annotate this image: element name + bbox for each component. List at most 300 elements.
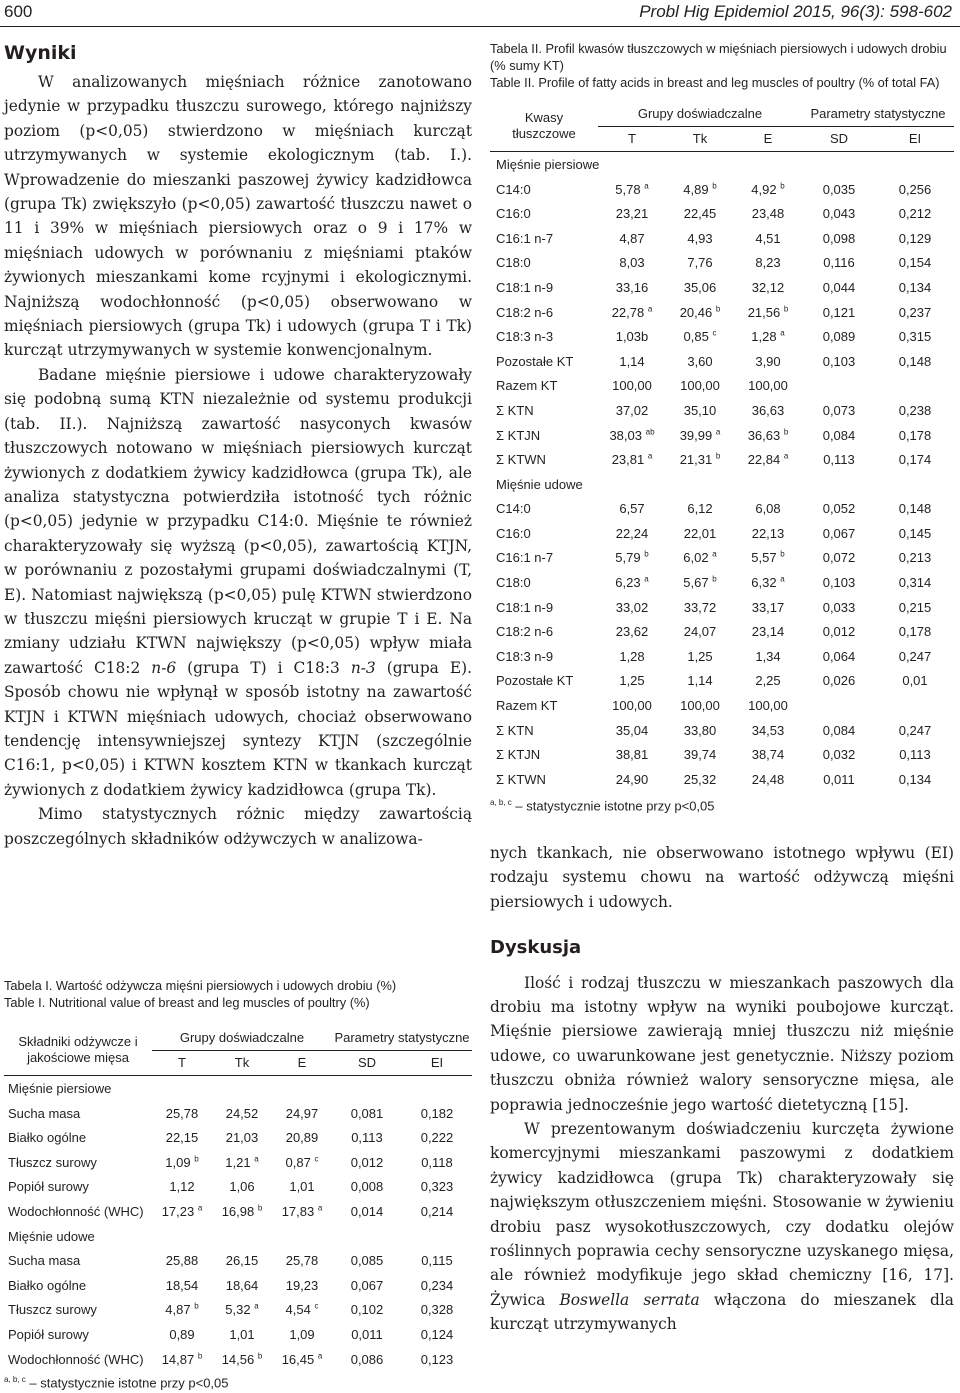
cell-number: 6,02: [683, 550, 709, 566]
cell-number: 0,043: [822, 206, 856, 222]
cell-value: [802, 177, 876, 202]
cell-number: 0,072: [822, 550, 856, 566]
cell-number: 1,25: [619, 673, 645, 689]
cell-value: [734, 644, 802, 669]
cell-number: 38,74: [751, 747, 785, 763]
cell-number: 0,01: [902, 673, 928, 689]
cell-value: [666, 398, 734, 423]
cell-number: 0,026: [822, 673, 856, 689]
cell-number: 0,238: [898, 402, 932, 418]
cell-number: 1,01: [229, 1326, 255, 1342]
cell-number: 20,46: [679, 304, 713, 320]
cell-number: 22,84: [747, 452, 781, 468]
cell-value: [734, 669, 802, 694]
cell-number: 24,07: [683, 624, 717, 640]
cell-number: 0,134: [898, 771, 932, 787]
cell-value: [212, 1199, 272, 1224]
cell-value: [598, 497, 666, 522]
cell-value: [598, 275, 666, 300]
table-row: [490, 644, 954, 669]
cell-value: [666, 251, 734, 276]
table-row: [4, 1175, 472, 1200]
cell-value: [666, 742, 734, 767]
cell-number: 16,45: [281, 1351, 315, 1367]
section-title-dyskusja: Dyskusja: [490, 937, 582, 959]
cell-number: 0,116: [823, 255, 855, 271]
cell-value: [666, 570, 734, 595]
table-1-footnote: $^{a, b, c}$ – statystycznie istotne przy p<0,05: [4, 1375, 229, 1391]
cell-number: 21,31: [679, 452, 713, 468]
cell-number: 6,23: [615, 575, 641, 591]
table-row: [4, 1101, 472, 1126]
row-label: Razem KT: [496, 698, 558, 714]
results-paragraph-2-tail: (grupa E). Sposób chowu nie wpłynął w sposób istotny na zawartość KTJN i KTWN mięśniach udowych, chociaż obserwowano tendencję intensywniejszej syntezy KTJN (szczególnie C16:1, p<0,05) i KTWN kosztem KTN w tkankach kurcząt żywionych z dodatkiem żywicy kadzidłowca (grupa Tk).: [4, 658, 472, 799]
table-2-col-header-label: Kwasy tłuszczowe: [512, 110, 576, 142]
cell-value: [734, 349, 802, 374]
cell-value: [332, 1322, 402, 1347]
cell-number: 0,014: [350, 1203, 384, 1219]
significance-marker: b: [780, 550, 785, 560]
significance-marker: b: [257, 1203, 263, 1213]
cell-number: 0,067: [350, 1277, 384, 1293]
cell-value: [332, 1273, 402, 1298]
cell-number: 33,72: [683, 599, 717, 615]
cell-value: [212, 1298, 272, 1323]
section-row: [490, 152, 954, 177]
table1-col-t: T: [178, 1055, 186, 1071]
cell-value: [152, 1248, 212, 1273]
table-row: [4, 1150, 472, 1175]
table-row: [490, 374, 954, 399]
table-1-col-header-label: Składniki odżywcze i jakościowe mięsa: [18, 1034, 138, 1066]
cell-value: [666, 669, 734, 694]
cell-value: [734, 521, 802, 546]
significance-marker: b: [644, 550, 649, 560]
cell-value: [402, 1150, 472, 1175]
cell-value: [876, 742, 954, 767]
cell-number: 5,57: [751, 550, 777, 566]
cell-number: 18,54: [165, 1277, 199, 1293]
cell-number: 0,035: [822, 181, 856, 197]
cell-number: 5,79: [615, 550, 641, 566]
cell-value: [802, 201, 876, 226]
table-row: [490, 718, 954, 743]
cell-number: 0,129: [898, 230, 932, 246]
cell-number: 39,74: [683, 747, 717, 763]
cell-number: 18,64: [225, 1277, 259, 1293]
row-label: C18:1 n-9: [496, 279, 554, 295]
cell-value: [598, 693, 666, 718]
cell-number: 0,234: [420, 1277, 454, 1293]
cell-number: 1,34: [755, 648, 781, 664]
cell-number: 38,03: [609, 427, 642, 443]
cell-value: [802, 497, 876, 522]
table-row: [490, 619, 954, 644]
cell-number: 6,08: [755, 501, 781, 517]
cell-number: 24,97: [285, 1105, 319, 1121]
cell-value: [876, 324, 954, 349]
cell-number: 0,178: [898, 624, 932, 640]
cell-value: [152, 1273, 212, 1298]
cell-value: [876, 300, 954, 325]
cell-value: [734, 497, 802, 522]
cell-number: 0,148: [898, 353, 932, 369]
cell-value: [598, 718, 666, 743]
row-label: C18:3 n-9: [496, 648, 554, 664]
cell-number: 4,89: [683, 181, 709, 197]
cell-value: [876, 177, 954, 202]
cell-number: 0,086: [350, 1351, 384, 1367]
cell-value: [734, 447, 802, 472]
table1-col-sd: SD: [357, 1055, 377, 1071]
table-row: [490, 300, 954, 325]
row-label: C14:0: [496, 181, 531, 197]
cell-number: 24,52: [225, 1105, 259, 1121]
cell-number: 35,04: [615, 722, 649, 738]
cell-value: [272, 1347, 332, 1372]
table2-col-e: E: [763, 131, 773, 147]
section-title: Mięśnie udowe: [496, 476, 583, 492]
row-label: Białko ogólne: [8, 1130, 87, 1146]
significance-marker: b: [712, 574, 717, 584]
row-label: Wodochłonność (WHC): [8, 1351, 144, 1367]
row-label: C18:2 n-6: [496, 624, 554, 640]
cell-value: [734, 201, 802, 226]
results-paragraph-2-mid: (grupa T) i C18:3: [176, 658, 351, 677]
cell-number: 0,089: [822, 329, 856, 345]
significance-marker: a: [644, 181, 649, 191]
row-label: Sucha masa: [8, 1253, 81, 1269]
discussion-paragraph-2-text: W prezentowanym doświadczeniu kurczęta żywione komercyjnymi mieszankami paszowymi z dodatkiem żywicy kadzidłowca (grupa Tk) charakteryzowały się największym otłuszczeniem mięśni. Stosowanie w żywieniu drobiu pasz wysokotłuszczowych, czy dodatku olejów roślinnych poprawia cechy sensoryczne uzyskanego mięsa, ale również modyfikuje jego skład chemiczny [16, 17]. Żywica: [490, 1120, 954, 1309]
cell-value: [666, 349, 734, 374]
significance-marker: a: [712, 550, 717, 560]
table-1-footnote-markers: a, b, c: [4, 1375, 26, 1385]
left-column: [4, 40, 472, 851]
cell-value: [212, 1322, 272, 1347]
cell-number: 23,14: [751, 624, 785, 640]
cell-number: 24,90: [615, 771, 649, 787]
cell-value: [598, 767, 666, 792]
row-label: Σ KTJN: [496, 427, 541, 443]
cell-number: 0,212: [898, 206, 932, 222]
table1-col-e: E: [297, 1055, 307, 1071]
cell-value: [212, 1347, 272, 1372]
cell-value: [402, 1347, 472, 1372]
cell-value: [272, 1248, 332, 1273]
cell-value: [598, 595, 666, 620]
significance-marker: a: [254, 1302, 259, 1311]
significance-marker: b: [715, 451, 721, 461]
cell-number: 4,93: [687, 230, 713, 246]
cell-value: [876, 251, 954, 276]
cell-number: 38,81: [615, 747, 649, 763]
table-row: [490, 497, 954, 522]
cell-number: 22,01: [683, 525, 717, 541]
cell-number: 0,103: [822, 353, 856, 369]
table-2: [490, 101, 954, 792]
cell-number: 0,113: [351, 1130, 383, 1146]
cell-number: 6,57: [619, 501, 645, 517]
cell-value: [876, 226, 954, 251]
cell-value: [802, 767, 876, 792]
table-row: [490, 349, 954, 374]
cell-number: 0,073: [822, 402, 856, 418]
cell-value: [598, 521, 666, 546]
row-label: C18:0: [496, 255, 531, 271]
significance-marker: b: [715, 304, 721, 314]
cell-value: [402, 1248, 472, 1273]
cell-number: 1,25: [687, 648, 713, 664]
cell-value: [272, 1175, 332, 1200]
cell-value: [152, 1298, 212, 1323]
cell-value: [876, 374, 954, 399]
cell-number: 4,51: [755, 230, 781, 246]
cell-value: [876, 619, 954, 644]
results-paragraph-2: [4, 363, 472, 802]
cell-value: [666, 693, 734, 718]
cell-value: [876, 644, 954, 669]
cell-value: [598, 398, 666, 423]
table-row: [490, 251, 954, 276]
row-label: Σ KTN: [496, 722, 534, 738]
right-column: [490, 40, 954, 1337]
cell-number: 1,09: [165, 1154, 191, 1170]
cell-number: 23,48: [751, 206, 785, 222]
significance-marker: a: [783, 451, 789, 461]
cell-value: [666, 226, 734, 251]
cell-value: [402, 1175, 472, 1200]
cell-number: 1,28: [619, 648, 645, 664]
cell-value: [876, 349, 954, 374]
cell-value: [152, 1150, 212, 1175]
cell-number: 3,90: [755, 353, 781, 369]
cell-number: 5,32: [225, 1302, 251, 1318]
cell-number: 5,78: [615, 181, 641, 197]
cell-number: 22,24: [615, 525, 649, 541]
significance-marker: a: [317, 1351, 323, 1361]
cell-number: 1,14: [619, 353, 645, 369]
cell-number: 33,02: [615, 599, 649, 615]
cell-number: 35,06: [683, 279, 717, 295]
table-1-footnote-text: statystycznie istotne przy p<0,05: [40, 1375, 229, 1391]
cell-value: [802, 718, 876, 743]
significance-marker: ab: [645, 427, 655, 437]
row-label: Σ KTN: [496, 402, 534, 418]
cell-value: [734, 693, 802, 718]
row-label: Pozostałe KT: [496, 673, 574, 689]
cell-value: [598, 619, 666, 644]
cell-value: [666, 300, 734, 325]
cell-value: [734, 767, 802, 792]
row-label: C16:0: [496, 206, 531, 222]
table-1-caption-pl: Tabela I. Wartość odżywcza mięśni piersiowych i udowych drobiu (%): [4, 978, 397, 993]
table-2-caption-en: Table II. Profile of fatty acids in breast and leg muscles of poultry (% of total FA): [490, 75, 940, 90]
cell-number: 33,16: [615, 279, 649, 295]
table-row: [4, 1248, 472, 1273]
cell-number: 0,084: [822, 722, 856, 738]
table1-col-ei: EI: [430, 1055, 444, 1071]
cell-number: 14,56: [221, 1351, 255, 1367]
cell-number: 22,15: [165, 1130, 199, 1146]
cell-value: [876, 546, 954, 571]
section-row: [4, 1076, 472, 1101]
cell-number: 20,89: [285, 1130, 319, 1146]
cell-value: [272, 1125, 332, 1150]
table-2-footnote-text: statystycznie istotne przy p<0,05: [526, 797, 715, 813]
significance-marker: b: [712, 181, 717, 191]
cell-number: 0,124: [420, 1326, 454, 1342]
cell-number: 0,174: [898, 452, 932, 468]
cell-value: [876, 275, 954, 300]
cell-value: [598, 324, 666, 349]
cell-number: 22,78: [611, 304, 645, 320]
section-title: Mięśnie piersiowe: [4, 1076, 472, 1101]
cell-number: 0,237: [898, 304, 932, 320]
cell-value: [666, 423, 734, 448]
row-label: C16:1 n-7: [496, 550, 554, 566]
cell-value: [734, 177, 802, 202]
cell-value: [212, 1125, 272, 1150]
cell-value: [802, 742, 876, 767]
cell-number: 0,113: [823, 452, 855, 468]
cell-number: 0,121: [822, 304, 856, 320]
cell-value: [272, 1322, 332, 1347]
significance-marker: b: [197, 1351, 203, 1361]
cell-value: [152, 1347, 212, 1372]
cell-number: 6,32: [751, 575, 777, 591]
cell-value: [272, 1199, 332, 1224]
cell-value: [152, 1199, 212, 1224]
table-2-group-header-experimental: Grupy doświadczalne: [598, 101, 802, 126]
table-1: [4, 1025, 472, 1371]
cell-value: [802, 349, 876, 374]
cell-value: [402, 1101, 472, 1126]
table-row: [490, 201, 954, 226]
row-label: Σ KTWN: [496, 771, 546, 787]
header-rule: [0, 26, 960, 27]
row-label: Popiół surowy: [8, 1179, 89, 1195]
table-1-group-header-statistical: Parametry statystyczne: [332, 1025, 472, 1050]
cell-value: [802, 595, 876, 620]
cell-number: 1,03b: [615, 329, 649, 345]
cell-number: 100,00: [612, 378, 652, 394]
table-1-group-header-experimental: Grupy doświadczalne: [152, 1025, 332, 1050]
page-header: [0, 0, 960, 28]
cell-number: 25,88: [165, 1253, 199, 1269]
cell-number: 0,033: [822, 599, 856, 615]
table-row: [490, 447, 954, 472]
cell-value: [876, 497, 954, 522]
cell-value: [802, 644, 876, 669]
results-paragraph-3: Mimo statystycznych różnic między zawartością poszczególnych składników odżywczych w analizowa-: [4, 805, 472, 848]
cell-number: 0,123: [420, 1351, 454, 1367]
table2-col-t: T: [628, 131, 636, 147]
table-row: [490, 275, 954, 300]
italic-n3: n-3: [350, 658, 376, 677]
cell-value: [212, 1175, 272, 1200]
significance-marker: b: [194, 1302, 199, 1311]
table2-col-sd: SD: [829, 131, 849, 147]
table-row: [4, 1125, 472, 1150]
cell-value: [734, 742, 802, 767]
cell-number: 36,63: [747, 427, 781, 443]
cell-value: [734, 324, 802, 349]
row-label: Tłuszcz surowy: [8, 1302, 97, 1318]
table-2-caption-pl: Tabela II. Profil kwasów tłuszczowych w mięśniach piersiowych i udowych drobiu (% sumy KT): [490, 41, 947, 73]
cell-value: [666, 546, 734, 571]
cell-value: [802, 374, 876, 399]
cell-number: 0,145: [898, 525, 932, 541]
cell-number: 16,98: [221, 1203, 255, 1219]
cell-value: [734, 718, 802, 743]
cell-number: 23,62: [615, 624, 649, 640]
table-row: [4, 1298, 472, 1323]
row-label: C18:3 n-3: [496, 329, 554, 345]
cell-value: [876, 767, 954, 792]
cell-value: [876, 447, 954, 472]
cell-value: [402, 1125, 472, 1150]
cell-value: [876, 570, 954, 595]
cell-number: 0,178: [898, 427, 932, 443]
cell-value: [876, 595, 954, 620]
cell-value: [666, 447, 734, 472]
cell-value: [598, 201, 666, 226]
row-label: C16:0: [496, 525, 531, 541]
cell-value: [598, 742, 666, 767]
table-row: [490, 767, 954, 792]
cell-value: [666, 718, 734, 743]
cell-value: [332, 1347, 402, 1372]
cell-number: 19,23: [285, 1277, 319, 1293]
page-number: 600: [4, 2, 33, 21]
table-row: [490, 546, 954, 571]
cell-value: [734, 619, 802, 644]
cell-number: 25,32: [683, 771, 717, 787]
cell-value: [332, 1199, 402, 1224]
cell-value: [402, 1322, 472, 1347]
table-row: [4, 1199, 472, 1224]
cell-value: [598, 300, 666, 325]
cell-number: 100,00: [748, 378, 788, 394]
cell-value: [734, 374, 802, 399]
significance-marker: a: [647, 304, 653, 314]
table-row: [490, 570, 954, 595]
table-row: [4, 1273, 472, 1298]
row-label: Białko ogólne: [8, 1277, 87, 1293]
cell-number: 4,92: [751, 181, 777, 197]
cell-value: [332, 1150, 402, 1175]
right-text: [490, 841, 954, 1337]
table-row: [490, 595, 954, 620]
row-label: C18:1 n-9: [496, 599, 554, 615]
cell-value: [734, 398, 802, 423]
cell-number: 2,25: [755, 673, 781, 689]
cell-number: 33,17: [751, 599, 785, 615]
cell-value: [734, 275, 802, 300]
cell-value: [802, 226, 876, 251]
cell-number: 100,00: [680, 378, 720, 394]
cell-number: 25,78: [285, 1253, 319, 1269]
cell-value: [332, 1175, 402, 1200]
cell-value: [666, 767, 734, 792]
cell-value: [272, 1273, 332, 1298]
cell-number: 0,102: [350, 1302, 384, 1318]
cell-number: 0,044: [822, 279, 856, 295]
cell-number: 0,098: [822, 230, 856, 246]
cell-value: [666, 644, 734, 669]
cell-number: 7,76: [687, 255, 713, 271]
cell-value: [332, 1298, 402, 1323]
